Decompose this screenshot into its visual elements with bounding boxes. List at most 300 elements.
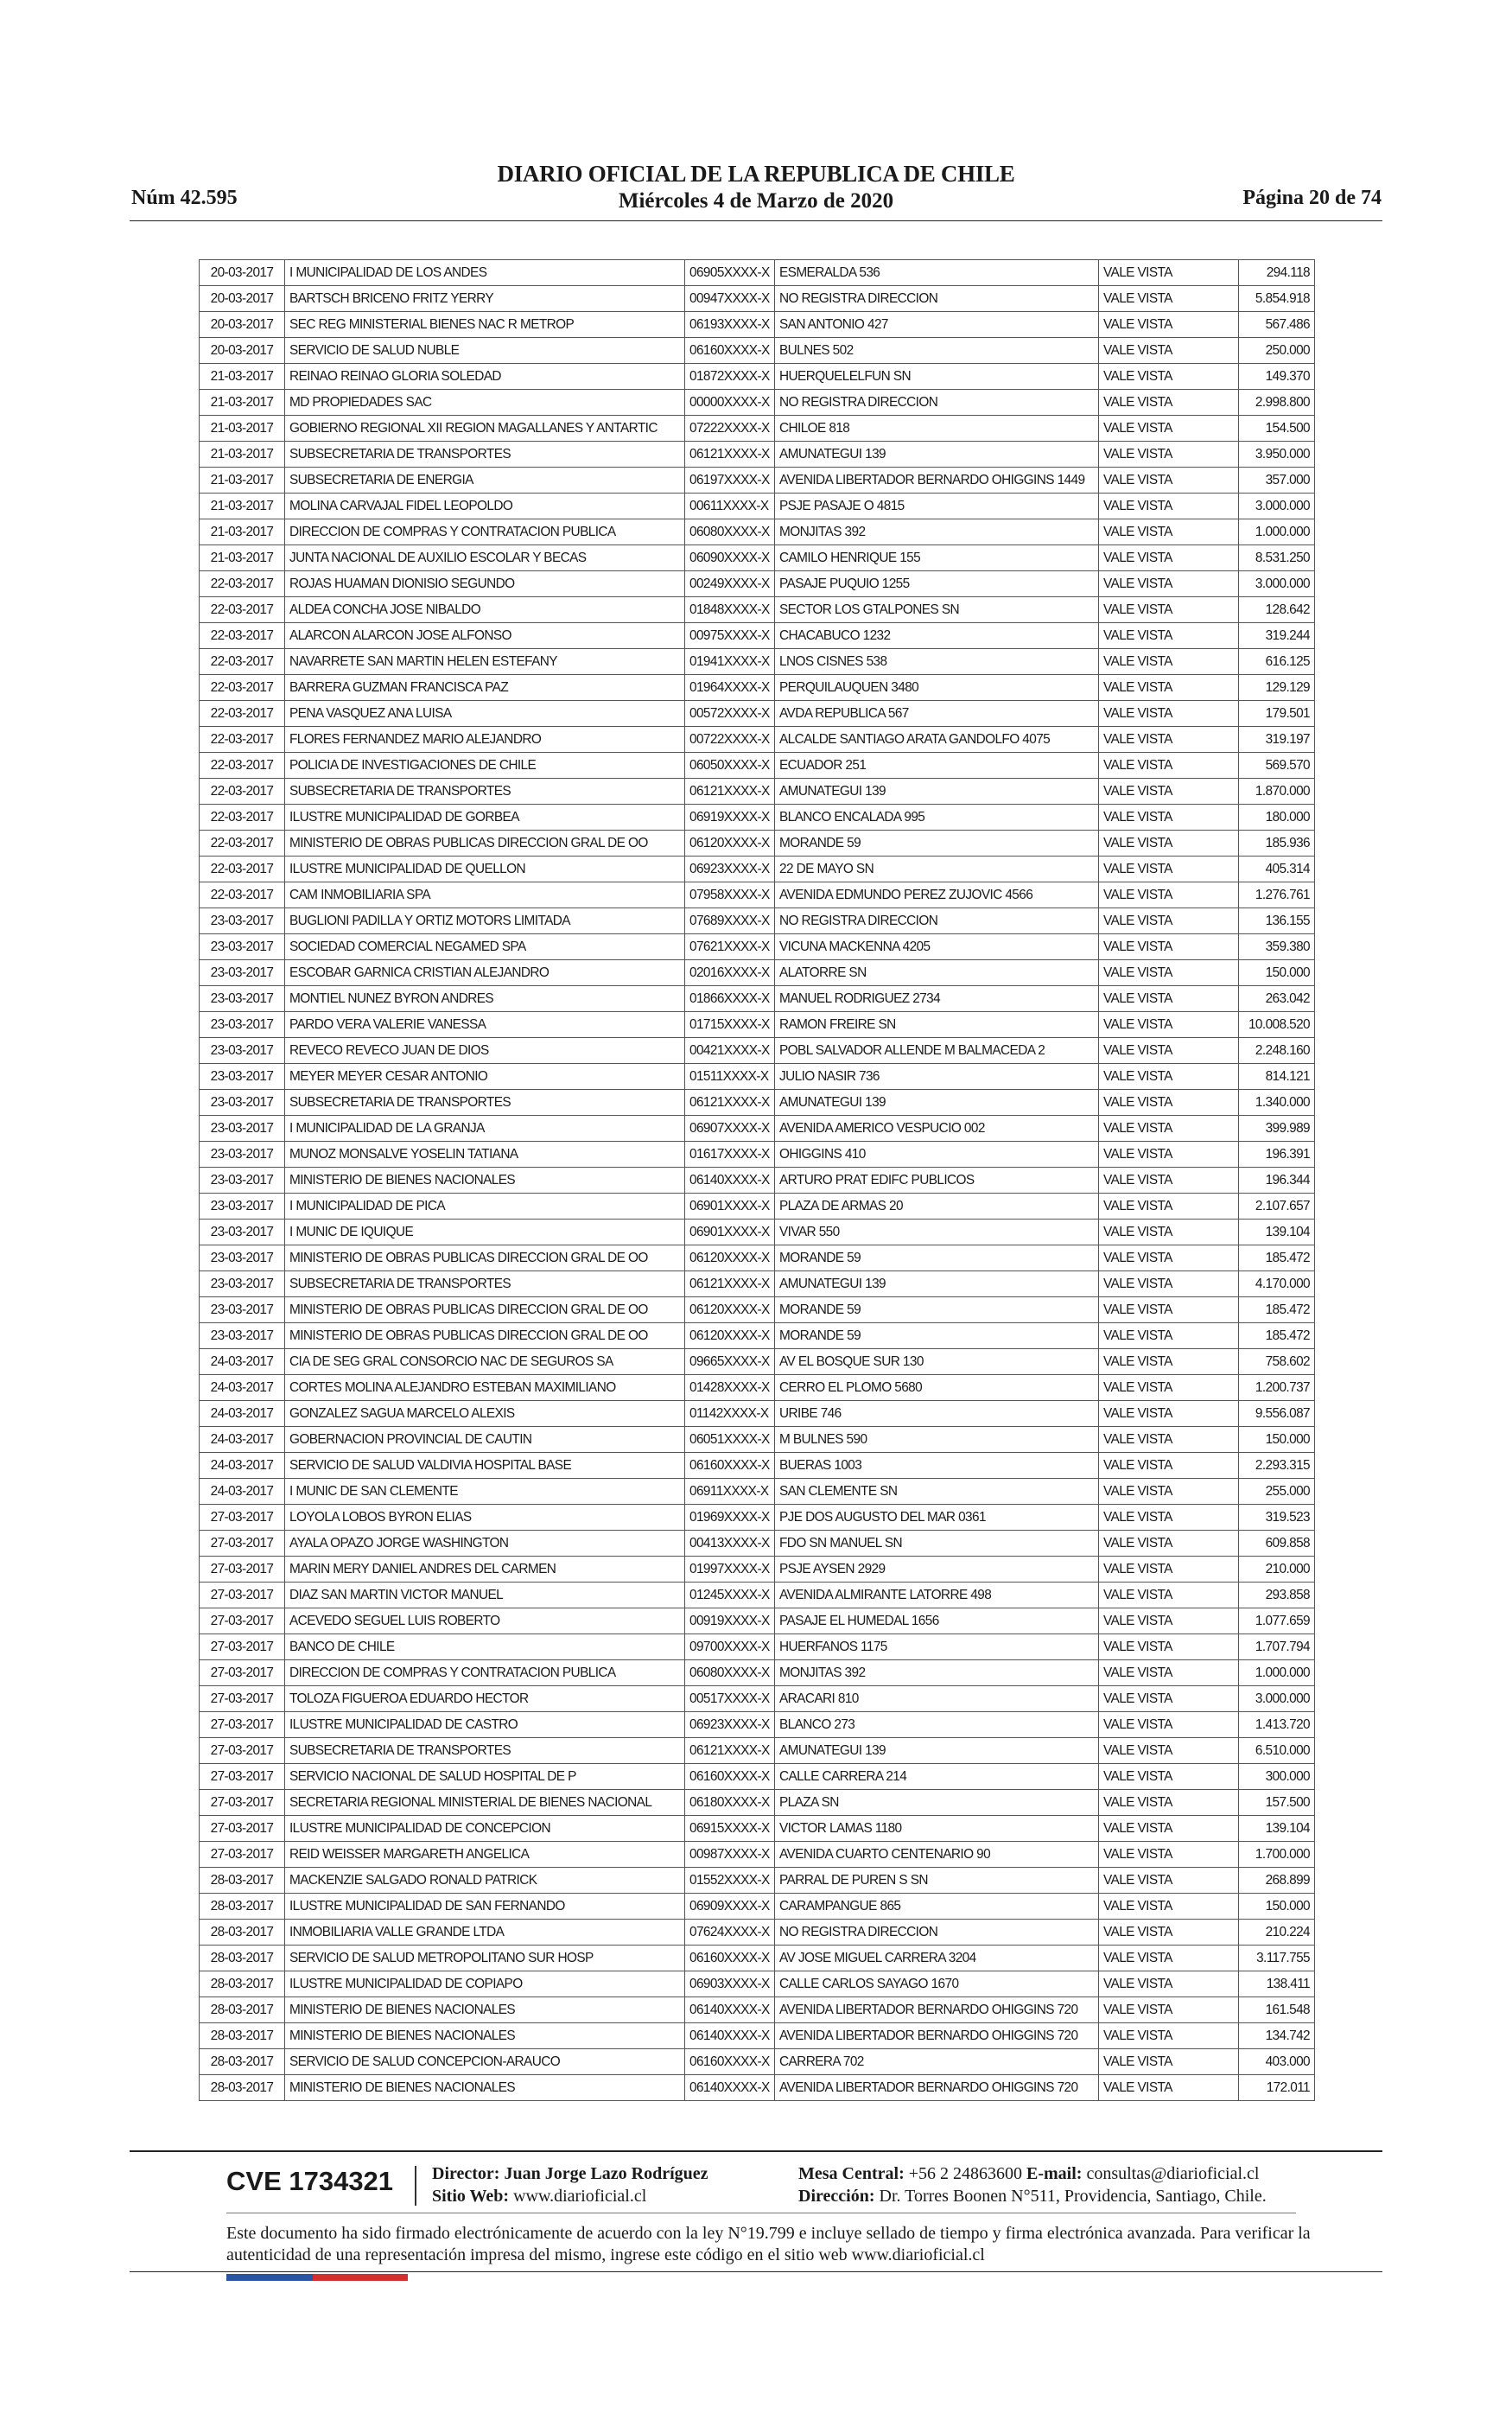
- type-cell: VALE VISTA: [1099, 857, 1239, 882]
- amount-cell: 4.170.000: [1239, 1271, 1315, 1297]
- type-cell: VALE VISTA: [1099, 1297, 1239, 1323]
- type-cell: VALE VISTA: [1099, 675, 1239, 701]
- type-cell: VALE VISTA: [1099, 831, 1239, 857]
- amount-cell: 319.244: [1239, 623, 1315, 649]
- name-cell: TOLOZA FIGUEROA EDUARDO HECTOR: [285, 1686, 685, 1712]
- rut-cell: 06120XXXX-X: [685, 1323, 775, 1349]
- rut-cell: 00919XXXX-X: [685, 1608, 775, 1634]
- date-cell: 27-03-2017: [200, 1712, 285, 1738]
- address-cell: BLANCO 273: [775, 1712, 1099, 1738]
- table-row: [200, 1271, 1315, 1297]
- amount-cell: 157.500: [1239, 1790, 1315, 1816]
- type-cell: VALE VISTA: [1099, 364, 1239, 390]
- address-cell: NO REGISTRA DIRECCION: [775, 390, 1099, 416]
- type-cell: VALE VISTA: [1099, 1790, 1239, 1816]
- amount-cell: 357.000: [1239, 468, 1315, 494]
- name-cell: ILUSTRE MUNICIPALIDAD DE CONCEPCION: [285, 1816, 685, 1842]
- date-cell: 22-03-2017: [200, 831, 285, 857]
- rut-cell: 06121XXXX-X: [685, 442, 775, 468]
- address-cell: ARACARI 810: [775, 1686, 1099, 1712]
- amount-cell: 5.854.918: [1239, 286, 1315, 312]
- amount-cell: 616.125: [1239, 649, 1315, 675]
- amount-cell: 300.000: [1239, 1764, 1315, 1790]
- type-cell: VALE VISTA: [1099, 1583, 1239, 1608]
- type-cell: VALE VISTA: [1099, 1427, 1239, 1453]
- type-cell: VALE VISTA: [1099, 1842, 1239, 1868]
- name-cell: MACKENZIE SALGADO RONALD PATRICK: [285, 1868, 685, 1894]
- amount-cell: 3.950.000: [1239, 442, 1315, 468]
- address-cell: BUERAS 1003: [775, 1453, 1099, 1479]
- date-cell: 27-03-2017: [200, 1764, 285, 1790]
- date-cell: 20-03-2017: [200, 312, 285, 338]
- table-row: [200, 675, 1315, 701]
- type-cell: VALE VISTA: [1099, 494, 1239, 519]
- type-cell: VALE VISTA: [1099, 1375, 1239, 1401]
- table-row: [200, 1453, 1315, 1479]
- amount-cell: 399.989: [1239, 1116, 1315, 1142]
- amount-cell: 2.293.315: [1239, 1453, 1315, 1479]
- amount-cell: 196.391: [1239, 1142, 1315, 1168]
- table-row: [200, 390, 1315, 416]
- date-cell: 24-03-2017: [200, 1479, 285, 1505]
- address-cell: AVENIDA ALMIRANTE LATORRE 498: [775, 1583, 1099, 1608]
- amount-cell: 3.000.000: [1239, 571, 1315, 597]
- type-cell: VALE VISTA: [1099, 1245, 1239, 1271]
- address-cell: PSJE PASAJE O 4815: [775, 494, 1099, 519]
- type-cell: VALE VISTA: [1099, 416, 1239, 442]
- name-cell: DIAZ SAN MARTIN VICTOR MANUEL: [285, 1583, 685, 1608]
- table-row: [200, 1583, 1315, 1608]
- table-row: [200, 701, 1315, 727]
- date-cell: 22-03-2017: [200, 675, 285, 701]
- name-cell: SERVICIO DE SALUD CONCEPCION-ARAUCO: [285, 2049, 685, 2075]
- amount-cell: 139.104: [1239, 1816, 1315, 1842]
- type-cell: VALE VISTA: [1099, 1323, 1239, 1349]
- name-cell: DIRECCION DE COMPRAS Y CONTRATACION PUBLICA: [285, 519, 685, 545]
- name-cell: PARDO VERA VALERIE VANESSA: [285, 1012, 685, 1038]
- date-cell: 23-03-2017: [200, 1116, 285, 1142]
- type-cell: VALE VISTA: [1099, 1816, 1239, 1842]
- name-cell: ACEVEDO SEGUEL LUIS ROBERTO: [285, 1608, 685, 1634]
- amount-cell: 2.107.657: [1239, 1194, 1315, 1220]
- address-cell: CHILOE 818: [775, 416, 1099, 442]
- address-cell: URIBE 746: [775, 1401, 1099, 1427]
- date-cell: 23-03-2017: [200, 1064, 285, 1090]
- address-cell: CARRERA 702: [775, 2049, 1099, 2075]
- address-cell: MORANDE 59: [775, 1245, 1099, 1271]
- type-cell: VALE VISTA: [1099, 2049, 1239, 2075]
- rut-cell: 06090XXXX-X: [685, 545, 775, 571]
- amount-cell: 196.344: [1239, 1168, 1315, 1194]
- name-cell: SECRETARIA REGIONAL MINISTERIAL DE BIENES NACIONAL: [285, 1790, 685, 1816]
- date-cell: 21-03-2017: [200, 519, 285, 545]
- amount-cell: 185.472: [1239, 1323, 1315, 1349]
- date-cell: 27-03-2017: [200, 1583, 285, 1608]
- rut-cell: 06080XXXX-X: [685, 1660, 775, 1686]
- table-row: [200, 1012, 1315, 1038]
- rut-cell: 01964XXXX-X: [685, 675, 775, 701]
- date-cell: 23-03-2017: [200, 934, 285, 960]
- table-row: [200, 1401, 1315, 1427]
- name-cell: ILUSTRE MUNICIPALIDAD DE CASTRO: [285, 1712, 685, 1738]
- address-cell: PLAZA DE ARMAS 20: [775, 1194, 1099, 1220]
- amount-cell: 1.276.761: [1239, 882, 1315, 908]
- rut-cell: 01617XXXX-X: [685, 1142, 775, 1168]
- rut-cell: 06180XXXX-X: [685, 1790, 775, 1816]
- amount-cell: 814.121: [1239, 1064, 1315, 1090]
- table-row: [200, 857, 1315, 882]
- rut-cell: 06197XXXX-X: [685, 468, 775, 494]
- table-row: [200, 494, 1315, 519]
- date-cell: 28-03-2017: [200, 2049, 285, 2075]
- name-cell: ILUSTRE MUNICIPALIDAD DE GORBEA: [285, 805, 685, 831]
- address-cell: AVENIDA LIBERTADOR BERNARDO OHIGGINS 720: [775, 2075, 1099, 2101]
- date-cell: 22-03-2017: [200, 701, 285, 727]
- rut-cell: 06121XXXX-X: [685, 779, 775, 805]
- name-cell: POLICIA DE INVESTIGACIONES DE CHILE: [285, 753, 685, 779]
- date-cell: 22-03-2017: [200, 779, 285, 805]
- type-cell: VALE VISTA: [1099, 1038, 1239, 1064]
- mesa-phone: +56 2 24863600: [908, 2164, 1023, 2183]
- rut-cell: 06923XXXX-X: [685, 857, 775, 882]
- name-cell: ALARCON ALARCON JOSE ALFONSO: [285, 623, 685, 649]
- table-row: [200, 908, 1315, 934]
- amount-cell: 255.000: [1239, 1479, 1315, 1505]
- rut-cell: 00000XXXX-X: [685, 390, 775, 416]
- date-cell: 28-03-2017: [200, 1997, 285, 2023]
- type-cell: VALE VISTA: [1099, 753, 1239, 779]
- rut-cell: 06923XXXX-X: [685, 1712, 775, 1738]
- footer-divider-bottom: [130, 2271, 1382, 2272]
- table-row: [200, 2049, 1315, 2075]
- name-cell: MINISTERIO DE OBRAS PUBLICAS DIRECCION GRAL DE OO: [285, 1323, 685, 1349]
- name-cell: CAM INMOBILIARIA SPA: [285, 882, 685, 908]
- amount-cell: 150.000: [1239, 1894, 1315, 1920]
- table-row: [200, 1505, 1315, 1531]
- rut-cell: 00572XXXX-X: [685, 701, 775, 727]
- director-block: [432, 2162, 708, 2207]
- rut-cell: 07958XXXX-X: [685, 882, 775, 908]
- date-cell: 23-03-2017: [200, 1271, 285, 1297]
- date-cell: 22-03-2017: [200, 805, 285, 831]
- rut-cell: 06140XXXX-X: [685, 2023, 775, 2049]
- address-cell: CARAMPANGUE 865: [775, 1894, 1099, 1920]
- table-row: [200, 364, 1315, 390]
- date-cell: 20-03-2017: [200, 286, 285, 312]
- rut-cell: 07621XXXX-X: [685, 934, 775, 960]
- amount-cell: 185.472: [1239, 1245, 1315, 1271]
- table-row: [200, 960, 1315, 986]
- type-cell: VALE VISTA: [1099, 338, 1239, 364]
- date-cell: 22-03-2017: [200, 753, 285, 779]
- address-cell: LNOS CISNES 538: [775, 649, 1099, 675]
- address-cell: AVENIDA LIBERTADOR BERNARDO OHIGGINS 720: [775, 1997, 1099, 2023]
- type-cell: VALE VISTA: [1099, 1738, 1239, 1764]
- date-cell: 23-03-2017: [200, 1012, 285, 1038]
- type-cell: VALE VISTA: [1099, 934, 1239, 960]
- address-value: Dr. Torres Boonen N°511, Providencia, Santiago, Chile.: [879, 2187, 1267, 2206]
- name-cell: SERVICIO DE SALUD NUBLE: [285, 338, 685, 364]
- table-row: [200, 1842, 1315, 1868]
- date-cell: 22-03-2017: [200, 649, 285, 675]
- type-cell: VALE VISTA: [1099, 1142, 1239, 1168]
- rut-cell: 06911XXXX-X: [685, 1479, 775, 1505]
- rut-cell: 06901XXXX-X: [685, 1220, 775, 1245]
- name-cell: MONTIEL NUNEZ BYRON ANDRES: [285, 986, 685, 1012]
- rut-cell: 01715XXXX-X: [685, 1012, 775, 1038]
- rut-cell: 07689XXXX-X: [685, 908, 775, 934]
- address-cell: PERQUILAUQUEN 3480: [775, 675, 1099, 701]
- address-cell: RAMON FREIRE SN: [775, 1012, 1099, 1038]
- date-cell: 23-03-2017: [200, 1194, 285, 1220]
- type-cell: VALE VISTA: [1099, 1557, 1239, 1583]
- name-cell: NAVARRETE SAN MARTIN HELEN ESTEFANY: [285, 649, 685, 675]
- table-row: [200, 519, 1315, 545]
- table-row: [200, 649, 1315, 675]
- date-cell: 23-03-2017: [200, 986, 285, 1012]
- date-cell: 21-03-2017: [200, 468, 285, 494]
- type-cell: VALE VISTA: [1099, 1971, 1239, 1997]
- amount-cell: 319.523: [1239, 1505, 1315, 1531]
- type-cell: VALE VISTA: [1099, 779, 1239, 805]
- address-cell: OHIGGINS 410: [775, 1142, 1099, 1168]
- amount-cell: 359.380: [1239, 934, 1315, 960]
- date-cell: 24-03-2017: [200, 1401, 285, 1427]
- table-row: [200, 1116, 1315, 1142]
- address-cell: M BULNES 590: [775, 1427, 1099, 1453]
- rut-cell: 00611XXXX-X: [685, 494, 775, 519]
- type-cell: VALE VISTA: [1099, 1894, 1239, 1920]
- rut-cell: 06160XXXX-X: [685, 1453, 775, 1479]
- address-cell: PASAJE PUQUIO 1255: [775, 571, 1099, 597]
- email-label: E-mail:: [1026, 2164, 1083, 2183]
- amount-cell: 3.000.000: [1239, 494, 1315, 519]
- table-row: [200, 1660, 1315, 1686]
- table-row: [200, 1608, 1315, 1634]
- amount-cell: 250.000: [1239, 338, 1315, 364]
- address-cell: PSJE AYSEN 2929: [775, 1557, 1099, 1583]
- amount-cell: 154.500: [1239, 416, 1315, 442]
- address-cell: NO REGISTRA DIRECCION: [775, 286, 1099, 312]
- name-cell: REVECO REVECO JUAN DE DIOS: [285, 1038, 685, 1064]
- name-cell: ESCOBAR GARNICA CRISTIAN ALEJANDRO: [285, 960, 685, 986]
- type-cell: VALE VISTA: [1099, 312, 1239, 338]
- rut-cell: 06160XXXX-X: [685, 1764, 775, 1790]
- name-cell: ILUSTRE MUNICIPALIDAD DE QUELLON: [285, 857, 685, 882]
- email-link[interactable]: consultas@diarioficial.cl: [1086, 2164, 1260, 2183]
- address-cell: SAN CLEMENTE SN: [775, 1479, 1099, 1505]
- date-cell: 28-03-2017: [200, 1971, 285, 1997]
- type-cell: VALE VISTA: [1099, 2075, 1239, 2101]
- rut-cell: 02016XXXX-X: [685, 960, 775, 986]
- rut-cell: 06051XXXX-X: [685, 1427, 775, 1453]
- table-row: [200, 1479, 1315, 1505]
- address-cell: VICUNA MACKENNA 4205: [775, 934, 1099, 960]
- amount-cell: 180.000: [1239, 805, 1315, 831]
- amount-cell: 129.129: [1239, 675, 1315, 701]
- type-cell: VALE VISTA: [1099, 571, 1239, 597]
- amount-cell: 172.011: [1239, 2075, 1315, 2101]
- type-cell: VALE VISTA: [1099, 1764, 1239, 1790]
- address-cell: CAMILO HENRIQUE 155: [775, 545, 1099, 571]
- amount-cell: 1.700.000: [1239, 1842, 1315, 1868]
- table-row: [200, 1764, 1315, 1790]
- rut-cell: 01428XXXX-X: [685, 1375, 775, 1401]
- name-cell: MINISTERIO DE BIENES NACIONALES: [285, 2075, 685, 2101]
- address-cell: ALATORRE SN: [775, 960, 1099, 986]
- rut-cell: 06160XXXX-X: [685, 338, 775, 364]
- address-cell: MONJITAS 392: [775, 519, 1099, 545]
- footer-separator: [415, 2166, 416, 2206]
- amount-cell: 2.998.800: [1239, 390, 1315, 416]
- type-cell: VALE VISTA: [1099, 519, 1239, 545]
- rut-cell: 00413XXXX-X: [685, 1531, 775, 1557]
- date-cell: 23-03-2017: [200, 1323, 285, 1349]
- amount-cell: 2.248.160: [1239, 1038, 1315, 1064]
- amount-cell: 185.936: [1239, 831, 1315, 857]
- name-cell: MD PROPIEDADES SAC: [285, 390, 685, 416]
- amount-cell: 263.042: [1239, 986, 1315, 1012]
- name-cell: ALDEA CONCHA JOSE NIBALDO: [285, 597, 685, 623]
- table-row: [200, 312, 1315, 338]
- amount-cell: 8.531.250: [1239, 545, 1315, 571]
- type-cell: VALE VISTA: [1099, 1090, 1239, 1116]
- name-cell: SERVICIO DE SALUD METROPOLITANO SUR HOSP: [285, 1946, 685, 1971]
- amount-cell: 149.370: [1239, 364, 1315, 390]
- director-name: Juan Jorge Lazo Rodríguez: [504, 2164, 708, 2183]
- type-cell: VALE VISTA: [1099, 1920, 1239, 1946]
- table-row: [200, 468, 1315, 494]
- type-cell: VALE VISTA: [1099, 1997, 1239, 2023]
- table-row: [200, 1971, 1315, 1997]
- rut-cell: 06120XXXX-X: [685, 1297, 775, 1323]
- rut-cell: 06919XXXX-X: [685, 805, 775, 831]
- date-cell: 27-03-2017: [200, 1738, 285, 1764]
- table-row: [200, 1194, 1315, 1220]
- flag-stripe-blue: [226, 2274, 313, 2281]
- table-row: [200, 260, 1315, 286]
- address-cell: PASAJE EL HUMEDAL 1656: [775, 1608, 1099, 1634]
- address-cell: PARRAL DE PUREN S SN: [775, 1868, 1099, 1894]
- name-cell: JUNTA NACIONAL DE AUXILIO ESCOLAR Y BECAS: [285, 545, 685, 571]
- amount-cell: 1.200.737: [1239, 1375, 1315, 1401]
- date-cell: 24-03-2017: [200, 1453, 285, 1479]
- address-cell: CALLE CARLOS SAYAGO 1670: [775, 1971, 1099, 1997]
- type-cell: VALE VISTA: [1099, 727, 1239, 753]
- type-cell: VALE VISTA: [1099, 1012, 1239, 1038]
- site-link[interactable]: www.diarioficial.cl: [513, 2187, 647, 2206]
- type-cell: VALE VISTA: [1099, 960, 1239, 986]
- rut-cell: 06909XXXX-X: [685, 1894, 775, 1920]
- name-cell: REID WEISSER MARGARETH ANGELICA: [285, 1842, 685, 1868]
- rut-cell: 06905XXXX-X: [685, 260, 775, 286]
- date-cell: 23-03-2017: [200, 908, 285, 934]
- name-cell: MUNOZ MONSALVE YOSELIN TATIANA: [285, 1142, 685, 1168]
- amount-cell: 138.411: [1239, 1971, 1315, 1997]
- amount-cell: 405.314: [1239, 857, 1315, 882]
- rut-cell: 06121XXXX-X: [685, 1271, 775, 1297]
- date-cell: 23-03-2017: [200, 1297, 285, 1323]
- name-cell: PENA VASQUEZ ANA LUISA: [285, 701, 685, 727]
- amount-cell: 136.155: [1239, 908, 1315, 934]
- date-cell: 27-03-2017: [200, 1531, 285, 1557]
- name-cell: BARRERA GUZMAN FRANCISCA PAZ: [285, 675, 685, 701]
- name-cell: SOCIEDAD COMERCIAL NEGAMED SPA: [285, 934, 685, 960]
- table-row: [200, 753, 1315, 779]
- name-cell: REINAO REINAO GLORIA SOLEDAD: [285, 364, 685, 390]
- date-cell: 23-03-2017: [200, 1090, 285, 1116]
- amount-cell: 609.858: [1239, 1531, 1315, 1557]
- table-row: [200, 1427, 1315, 1453]
- table-row: [200, 442, 1315, 468]
- date-cell: 27-03-2017: [200, 1790, 285, 1816]
- date-cell: 28-03-2017: [200, 1868, 285, 1894]
- type-cell: VALE VISTA: [1099, 597, 1239, 623]
- date-cell: 27-03-2017: [200, 1660, 285, 1686]
- table-row: [200, 1375, 1315, 1401]
- amount-cell: 1.077.659: [1239, 1608, 1315, 1634]
- rut-cell: 06903XXXX-X: [685, 1971, 775, 1997]
- address-cell: AVENIDA CUARTO CENTENARIO 90: [775, 1842, 1099, 1868]
- amount-cell: 1.000.000: [1239, 519, 1315, 545]
- address-cell: CHACABUCO 1232: [775, 623, 1099, 649]
- amount-cell: 268.899: [1239, 1868, 1315, 1894]
- table-row: [200, 338, 1315, 364]
- address-cell: HUERQUELELFUN SN: [775, 364, 1099, 390]
- site-label: Sitio Web:: [432, 2187, 510, 2206]
- date-cell: 23-03-2017: [200, 1142, 285, 1168]
- flag-stripe-red: [313, 2274, 408, 2281]
- amount-cell: 319.197: [1239, 727, 1315, 753]
- rut-cell: 00517XXXX-X: [685, 1686, 775, 1712]
- date-cell: 27-03-2017: [200, 1842, 285, 1868]
- address-cell: MORANDE 59: [775, 1297, 1099, 1323]
- rut-cell: 00722XXXX-X: [685, 727, 775, 753]
- date-cell: 20-03-2017: [200, 338, 285, 364]
- date-cell: 21-03-2017: [200, 494, 285, 519]
- amount-cell: 1.000.000: [1239, 1660, 1315, 1686]
- name-cell: GOBERNACION PROVINCIAL DE CAUTIN: [285, 1427, 685, 1453]
- type-cell: VALE VISTA: [1099, 1660, 1239, 1686]
- table-row: [200, 2023, 1315, 2049]
- type-cell: VALE VISTA: [1099, 390, 1239, 416]
- address-cell: ALCALDE SANTIAGO ARATA GANDOLFO 4075: [775, 727, 1099, 753]
- type-cell: VALE VISTA: [1099, 805, 1239, 831]
- type-cell: VALE VISTA: [1099, 1505, 1239, 1531]
- address-cell: CALLE CARRERA 214: [775, 1764, 1099, 1790]
- address-cell: CERRO EL PLOMO 5680: [775, 1375, 1099, 1401]
- date-cell: 27-03-2017: [200, 1505, 285, 1531]
- amount-cell: 569.570: [1239, 753, 1315, 779]
- type-cell: VALE VISTA: [1099, 649, 1239, 675]
- amount-cell: 3.000.000: [1239, 1686, 1315, 1712]
- director-label: Director:: [432, 2164, 500, 2183]
- rut-cell: 01969XXXX-X: [685, 1505, 775, 1531]
- amount-cell: 758.602: [1239, 1349, 1315, 1375]
- address-cell: AVENIDA EDMUNDO PEREZ ZUJOVIC 4566: [775, 882, 1099, 908]
- date-cell: 21-03-2017: [200, 416, 285, 442]
- type-cell: VALE VISTA: [1099, 468, 1239, 494]
- name-cell: ILUSTRE MUNICIPALIDAD DE COPIAPO: [285, 1971, 685, 1997]
- amount-cell: 161.548: [1239, 1997, 1315, 2023]
- records-table-body: [200, 260, 1315, 2101]
- table-row: [200, 1220, 1315, 1245]
- type-cell: VALE VISTA: [1099, 1634, 1239, 1660]
- type-cell: VALE VISTA: [1099, 1608, 1239, 1634]
- amount-cell: 293.858: [1239, 1583, 1315, 1608]
- amount-cell: 150.000: [1239, 960, 1315, 986]
- table-row: [200, 2075, 1315, 2101]
